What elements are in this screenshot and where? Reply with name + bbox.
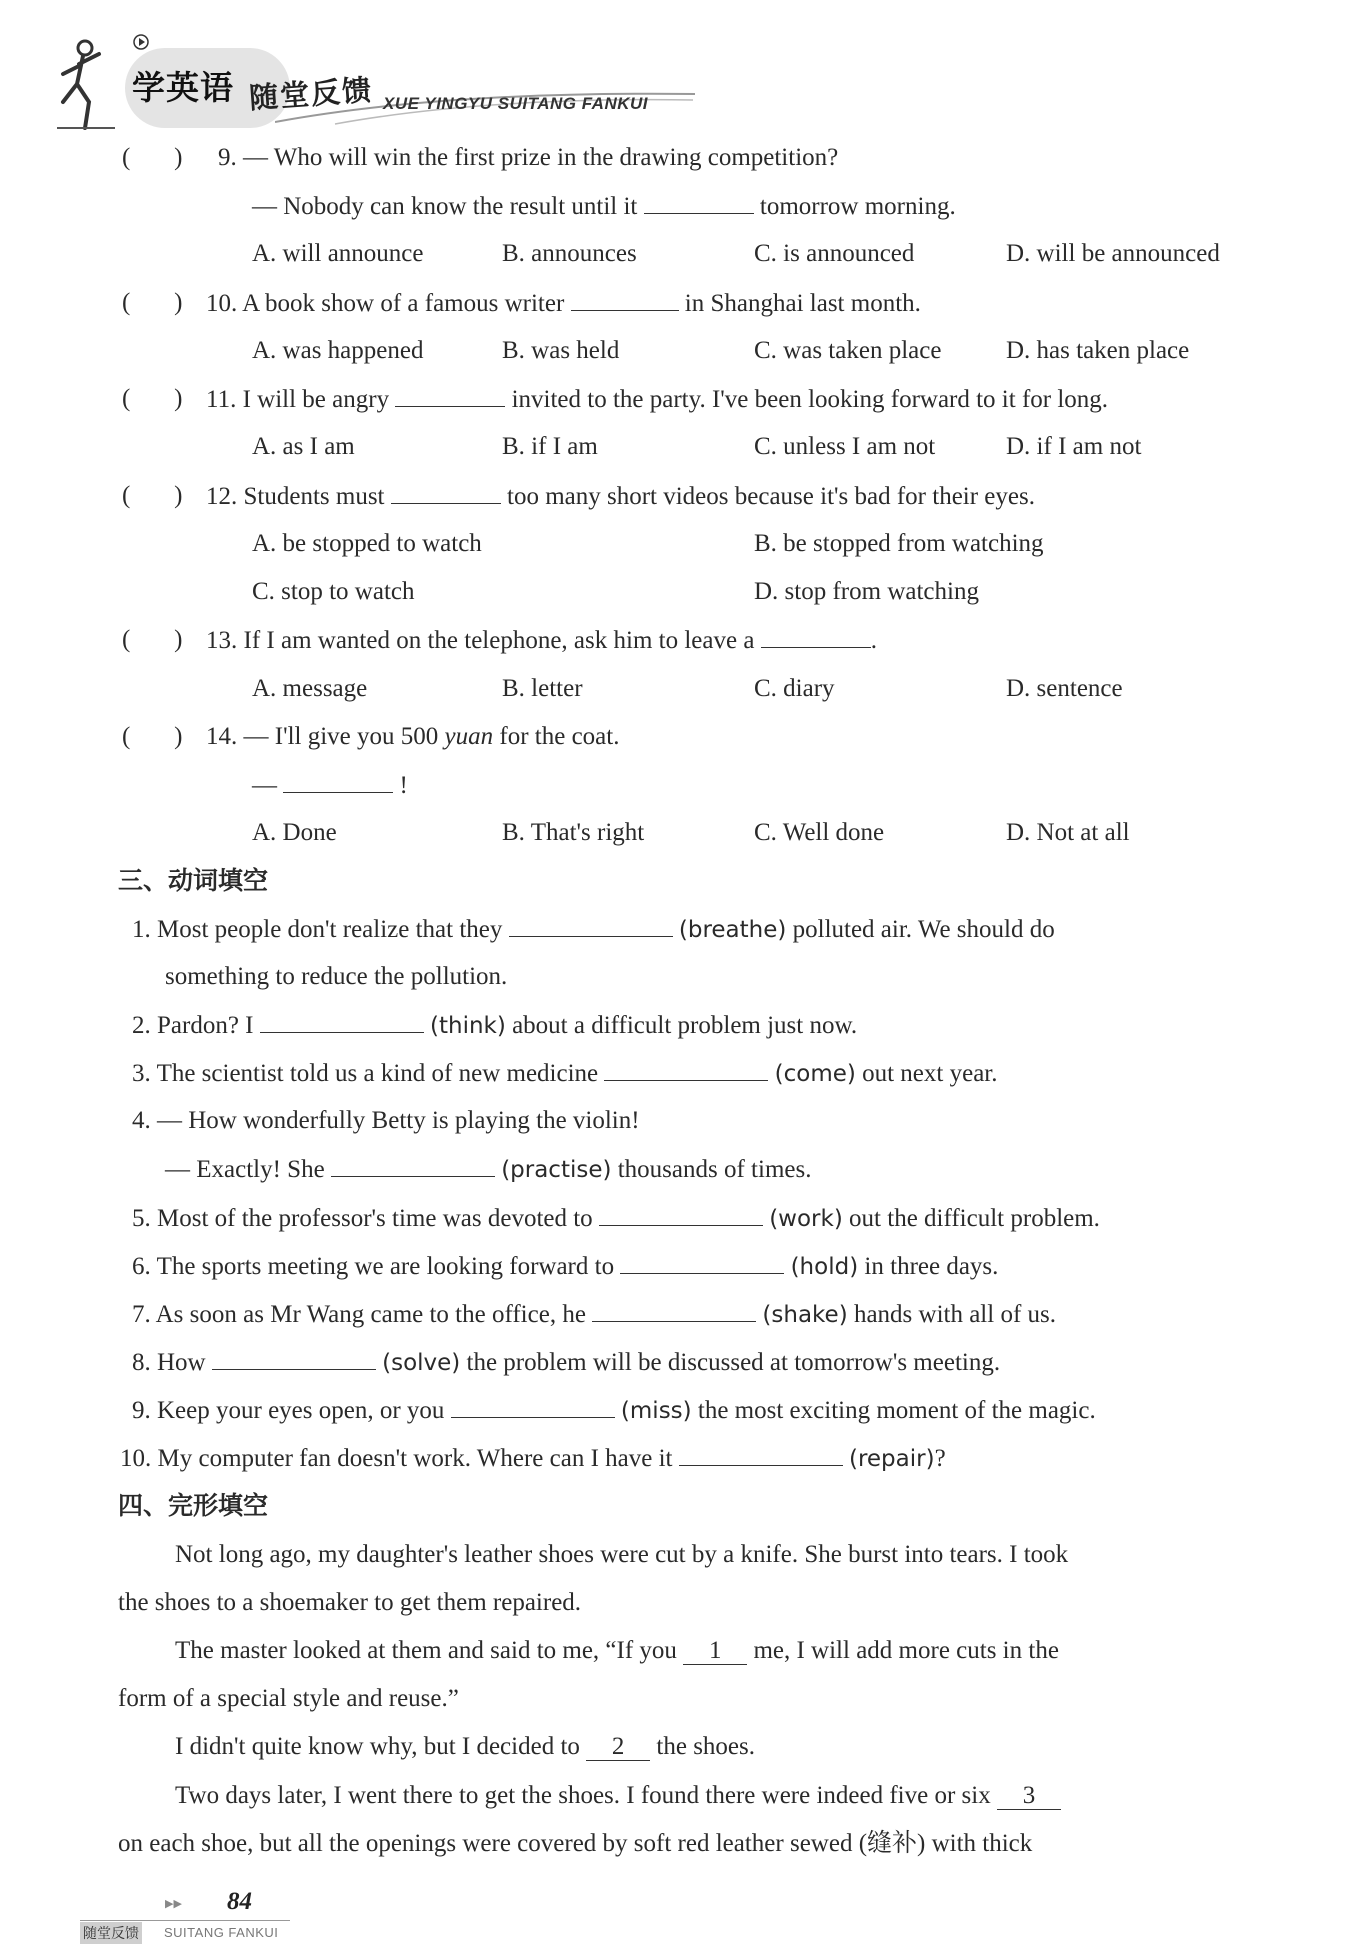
cloze-blank-2[interactable]: 2 bbox=[586, 1734, 650, 1761]
option-b: B. was held bbox=[502, 337, 620, 364]
double-arrow-icon: ▶▶ bbox=[165, 1897, 182, 1910]
answer-blank[interactable] bbox=[620, 1251, 784, 1274]
answer-blank[interactable] bbox=[571, 288, 679, 311]
question-number: 12. bbox=[206, 483, 238, 510]
footer-label-cn: 随堂反馈 bbox=[80, 1922, 142, 1944]
passage-text: Two days later, I went there to get the shoes. I found there were indeed five or six bbox=[175, 1782, 991, 1809]
item-text: The scientist told us a kind of new medicine bbox=[156, 1060, 599, 1087]
item-number: 1. bbox=[132, 916, 151, 943]
option-c: C. diary bbox=[754, 675, 835, 702]
passage-line: form of a special style and reuse.” bbox=[118, 1685, 459, 1712]
fill-item-3 bbox=[132, 1058, 998, 1089]
cloze-blank-1[interactable]: 1 bbox=[683, 1638, 747, 1665]
runner-logo-icon bbox=[55, 32, 125, 132]
answer-blank[interactable] bbox=[604, 1058, 768, 1081]
answer-blank[interactable] bbox=[599, 1203, 763, 1226]
question-text: I will be angry bbox=[242, 386, 390, 413]
question-10 bbox=[206, 288, 921, 319]
option-d: D. has taken place bbox=[1006, 337, 1190, 364]
section-heading: 三、动词填空 bbox=[118, 866, 269, 895]
item-text: The sports meeting we are looking forward to bbox=[156, 1253, 615, 1280]
question-text: A book show of a famous writer bbox=[242, 290, 565, 317]
option-a: A. as I am bbox=[252, 433, 355, 460]
fill-item-7 bbox=[132, 1299, 1056, 1330]
question-text: ! bbox=[399, 772, 408, 799]
question-number: 10. bbox=[206, 290, 238, 317]
verb-hint: (solve) bbox=[382, 1350, 461, 1376]
answer-blank[interactable] bbox=[679, 1443, 843, 1466]
item-text: the problem will be discussed at tomorrow's meeting. bbox=[466, 1349, 1001, 1376]
item-number: 3. bbox=[132, 1060, 151, 1087]
item-text: — Exactly! She bbox=[165, 1156, 325, 1183]
answer-blank[interactable] bbox=[761, 625, 871, 648]
item-text: in three days. bbox=[864, 1253, 999, 1280]
option-d: D. sentence bbox=[1006, 675, 1123, 702]
answer-blank[interactable] bbox=[395, 384, 505, 407]
option-d: D. Not at all bbox=[1006, 819, 1130, 846]
item-number: 2. bbox=[132, 1012, 151, 1039]
answer-bracket[interactable]: ( ) bbox=[122, 144, 183, 171]
verb-hint: (hold) bbox=[790, 1254, 859, 1280]
item-text: the most exciting moment of the magic. bbox=[697, 1397, 1096, 1424]
verb-hint: (work) bbox=[769, 1206, 843, 1232]
question-text: — bbox=[252, 772, 277, 799]
fill-item-10 bbox=[120, 1443, 946, 1474]
passage-text: the shoes. bbox=[656, 1733, 756, 1760]
question-14-line2 bbox=[252, 770, 408, 801]
header-title: 学英语 bbox=[132, 68, 234, 107]
question-text: — Who will win the first prize in the drawing competition? bbox=[243, 144, 839, 171]
verb-hint: (practise) bbox=[501, 1157, 612, 1183]
passage-line bbox=[175, 1732, 755, 1762]
question-text: If I am wanted on the telephone, ask him to leave a bbox=[243, 627, 755, 654]
item-text: about a difficult problem just now. bbox=[512, 1012, 858, 1039]
fill-item-1 bbox=[132, 914, 1055, 945]
option-c: C. was taken place bbox=[754, 337, 942, 364]
question-text: invited to the party. I've been looking forward to it for long. bbox=[511, 386, 1109, 413]
play-icon bbox=[133, 34, 149, 50]
question-text: too many short videos because it's bad for their eyes. bbox=[507, 483, 1035, 510]
question-text: . bbox=[870, 627, 877, 654]
question-text: in Shanghai last month. bbox=[684, 290, 921, 317]
item-text: thousands of times. bbox=[617, 1156, 812, 1183]
header-subtitle: 随堂反馈 bbox=[248, 72, 375, 116]
option-a: A. message bbox=[252, 675, 368, 702]
header-pinyin: XUE YINGYU SUITANG FANKUI bbox=[383, 94, 649, 113]
answer-blank[interactable] bbox=[592, 1299, 756, 1322]
item-text: Keep your eyes open, or you bbox=[157, 1397, 445, 1424]
item-text: out the difficult problem. bbox=[849, 1205, 1100, 1232]
item-number: 4. bbox=[132, 1107, 151, 1134]
fill-item-4-line2 bbox=[165, 1154, 811, 1185]
option-c: C. Well done bbox=[754, 819, 885, 846]
verb-hint: (repair) bbox=[848, 1446, 935, 1472]
option-c: C. is announced bbox=[754, 240, 915, 267]
answer-blank[interactable] bbox=[391, 481, 501, 504]
fill-item-2 bbox=[132, 1010, 857, 1041]
item-text: — How wonderfully Betty is playing the violin! bbox=[157, 1107, 640, 1134]
question-text: — Nobody can know the result until it bbox=[252, 193, 638, 220]
item-text: ? bbox=[934, 1445, 946, 1472]
option-d: D. will be announced bbox=[1006, 240, 1220, 267]
item-text: Most people don't realize that they bbox=[157, 916, 503, 943]
answer-blank[interactable] bbox=[260, 1010, 424, 1033]
fill-item-5 bbox=[132, 1203, 1100, 1234]
fill-item-9 bbox=[132, 1395, 1096, 1426]
verb-hint: (think) bbox=[430, 1013, 506, 1039]
item-text: As soon as Mr Wang came to the office, he bbox=[155, 1301, 586, 1328]
answer-bracket[interactable]: ( ) bbox=[122, 385, 183, 412]
passage-line: on each shoe, but all the openings were covered by soft red leather sewed (缝补) with thick bbox=[118, 1830, 1033, 1857]
item-number: 5. bbox=[132, 1205, 151, 1232]
page-footer bbox=[80, 1880, 380, 1940]
passage-text: I didn't quite know why, but I decided to bbox=[175, 1733, 580, 1760]
verb-hint: (shake) bbox=[762, 1302, 848, 1328]
option-a: A. will announce bbox=[252, 240, 424, 267]
answer-bracket[interactable]: ( ) bbox=[122, 626, 183, 653]
option-a: A. be stopped to watch bbox=[252, 530, 482, 557]
question-11 bbox=[206, 384, 1108, 415]
question-text: Students must bbox=[243, 483, 385, 510]
answer-bracket[interactable]: ( ) bbox=[122, 482, 183, 509]
item-text: hands with all of us. bbox=[853, 1301, 1057, 1328]
cloze-blank-3[interactable]: 3 bbox=[997, 1783, 1061, 1810]
question-text: for the coat. bbox=[499, 723, 620, 750]
fill-item-4 bbox=[132, 1106, 640, 1136]
item-number: 7. bbox=[132, 1301, 151, 1328]
item-text: polluted air. We should do bbox=[792, 916, 1055, 943]
answer-blank[interactable] bbox=[509, 914, 673, 937]
item-text: My computer fan doesn't work. Where can I have it bbox=[157, 1445, 673, 1472]
option-c: C. stop to watch bbox=[252, 578, 415, 605]
question-9-line2 bbox=[252, 191, 956, 222]
option-b: B. if I am bbox=[502, 433, 598, 460]
answer-blank[interactable] bbox=[331, 1154, 495, 1177]
question-number: 14. bbox=[206, 723, 238, 750]
item-text: Most of the professor's time was devoted to bbox=[157, 1205, 593, 1232]
question-number: 13. bbox=[206, 627, 238, 654]
verb-hint: (miss) bbox=[620, 1398, 692, 1424]
fill-item-1-cont: something to reduce the pollution. bbox=[165, 963, 508, 990]
question-text-italic: yuan bbox=[444, 723, 494, 750]
question-number: 11. bbox=[206, 386, 237, 413]
answer-blank[interactable] bbox=[644, 191, 754, 214]
question-text: — I'll give you 500 bbox=[243, 723, 439, 750]
option-c: C. unless I am not bbox=[754, 433, 936, 460]
option-b: B. announces bbox=[502, 240, 637, 267]
answer-blank[interactable] bbox=[212, 1347, 376, 1370]
section-heading: 四、完形填空 bbox=[118, 1491, 269, 1520]
option-b: B. be stopped from watching bbox=[754, 530, 1044, 557]
passage-line: the shoes to a shoemaker to get them repaired. bbox=[118, 1589, 582, 1616]
answer-bracket[interactable]: ( ) bbox=[122, 723, 183, 750]
passage-line bbox=[175, 1781, 1061, 1811]
page-header bbox=[55, 22, 695, 137]
answer-blank[interactable] bbox=[283, 770, 393, 793]
fill-item-8 bbox=[132, 1347, 1000, 1378]
question-13 bbox=[206, 625, 877, 656]
item-text: How bbox=[157, 1349, 206, 1376]
question-9 bbox=[218, 143, 838, 173]
verb-hint: (come) bbox=[774, 1061, 856, 1087]
passage-text: me, I will add more cuts in the bbox=[753, 1637, 1059, 1664]
item-number: 9. bbox=[132, 1397, 151, 1424]
item-number: 10. bbox=[120, 1445, 152, 1472]
option-a: A. was happened bbox=[252, 337, 424, 364]
verb-hint: (breathe) bbox=[678, 917, 787, 943]
question-number: 9. bbox=[218, 144, 237, 171]
question-12 bbox=[206, 481, 1035, 512]
option-d: D. stop from watching bbox=[754, 578, 979, 605]
question-14 bbox=[206, 722, 619, 752]
option-d: D. if I am not bbox=[1006, 433, 1142, 460]
item-number: 8. bbox=[132, 1349, 151, 1376]
footer-rule bbox=[80, 1920, 290, 1921]
passage-line: Not long ago, my daughter's leather shoes were cut by a knife. She burst into tears. I took bbox=[175, 1541, 1069, 1568]
option-b: B. That's right bbox=[502, 819, 645, 846]
passage-line bbox=[175, 1636, 1059, 1666]
fill-item-6 bbox=[132, 1251, 998, 1282]
answer-bracket[interactable]: ( ) bbox=[122, 289, 183, 316]
answer-blank[interactable] bbox=[451, 1395, 615, 1418]
footer-label-en: SUITANG FANKUI bbox=[164, 1925, 279, 1940]
passage-text: The master looked at them and said to me, “If you bbox=[175, 1637, 677, 1664]
option-b: B. letter bbox=[502, 675, 583, 702]
page-number: 84 bbox=[227, 1888, 252, 1915]
item-text: out next year. bbox=[862, 1060, 998, 1087]
question-text: tomorrow morning. bbox=[759, 193, 956, 220]
item-number: 6. bbox=[132, 1253, 151, 1280]
option-a: A. Done bbox=[252, 819, 337, 846]
item-text: Pardon? I bbox=[157, 1012, 254, 1039]
